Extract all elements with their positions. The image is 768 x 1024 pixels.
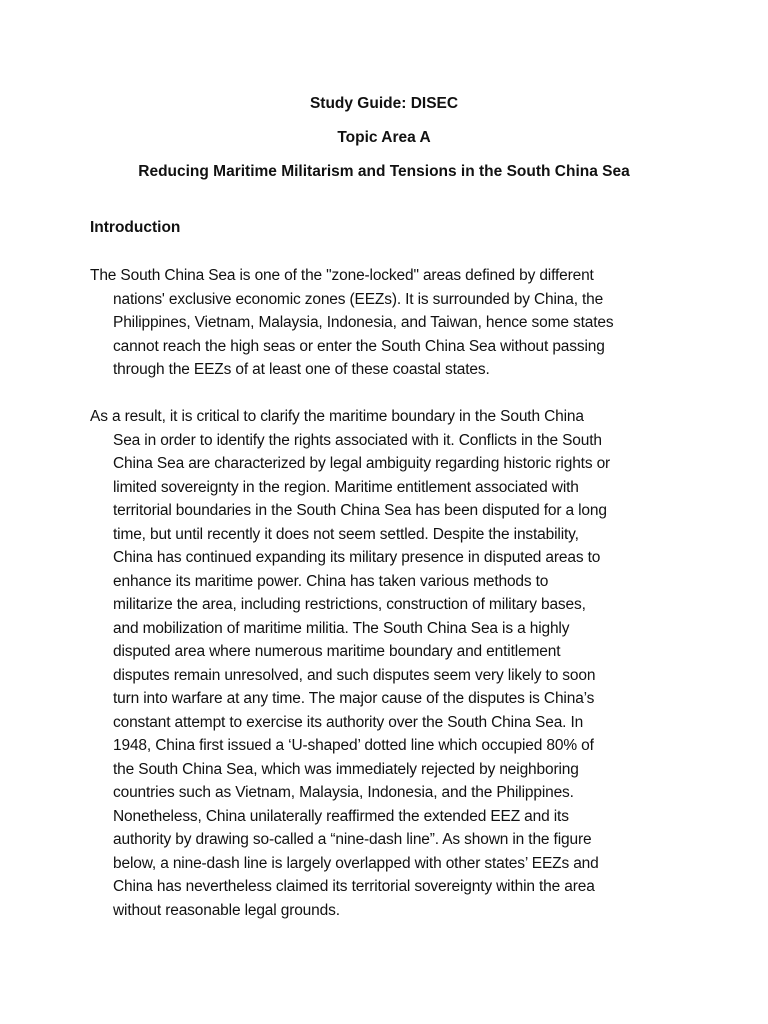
- paragraph-line: China has continued expanding its military presence in disputed areas to: [113, 549, 601, 566]
- paragraph-line: authority by drawing so-called a “nine-dash line”. As shown in the figure: [113, 831, 592, 848]
- topic-subtitle: Reducing Maritime Militarism and Tensions in the South China Sea: [138, 163, 630, 180]
- topic-area-heading: Topic Area A: [337, 129, 431, 146]
- paragraph-line: China has nevertheless claimed its territorial sovereignty within the area: [113, 878, 595, 895]
- paragraph-line: Sea in order to identify the rights associated with it. Conflicts in the South: [113, 431, 602, 449]
- paragraph-line: limited sovereignty in the region. Maritime entitlement associated with: [113, 478, 579, 496]
- paragraph-line: disputed area where numerous maritime boundary and entitlement: [113, 643, 561, 660]
- paragraph-line: turn into warfare at any time. The major cause of the disputes is China’s: [113, 690, 595, 707]
- section-heading-introduction: Introduction: [90, 219, 181, 236]
- paragraph-line: without reasonable legal grounds.: [113, 901, 340, 919]
- paragraph-line: As a result, it is critical to clarify the maritime boundary in the South China: [90, 408, 584, 425]
- paragraph-line: Nonetheless, China unilaterally reaffirmed the extended EEZ and its: [113, 807, 569, 825]
- paragraph-line: countries such as Vietnam, Malaysia, Indonesia, and the Philippines.: [113, 784, 574, 801]
- paragraph-line: constant attempt to exercise its authority over the South China Sea. In: [113, 713, 584, 731]
- paragraph-line: cannot reach the high seas or enter the South China Sea without passing: [113, 337, 605, 355]
- paragraph-line: through the EEZs of at least one of these coastal states.: [113, 361, 490, 378]
- paragraph-line: Philippines, Vietnam, Malaysia, Indonesia, and Taiwan, hence some states: [113, 314, 614, 331]
- paragraph-line: and mobilization of maritime militia. The South China Sea is a highly: [113, 619, 570, 637]
- paragraph-line: militarize the area, including restrictions, construction of military bases,: [113, 596, 586, 613]
- paragraph-line: disputes remain unresolved, and such disputes seem very likely to soon: [113, 666, 596, 684]
- paragraph-2: [90, 405, 690, 922]
- paragraph-line: territorial boundaries in the South China Sea has been disputed for a long: [113, 502, 607, 519]
- paragraph-line: nations' exclusive economic zones (EEZs). It is surrounded by China, the: [113, 290, 604, 308]
- paragraph-line: time, but until recently it does not seem settled. Despite the instability,: [113, 525, 579, 543]
- paragraph-line: enhance its maritime power. China has taken various methods to: [113, 572, 549, 590]
- paragraph-line: the South China Sea, which was immediately rejected by neighboring: [113, 760, 579, 778]
- paragraph-line: China Sea are characterized by legal ambiguity regarding historic rights or: [113, 455, 611, 472]
- paragraph-line: The South China Sea is one of the "zone-locked" areas defined by different: [90, 267, 594, 284]
- paragraph-line: 1948, China first issued a ‘U-shaped’ dotted line which occupied 80% of: [113, 737, 594, 754]
- document-title: Study Guide: DISEC: [309, 95, 459, 112]
- paragraph-1: [90, 264, 690, 382]
- paragraph-line: below, a nine-dash line is largely overlapped with other states’ EEZs and: [113, 854, 599, 872]
